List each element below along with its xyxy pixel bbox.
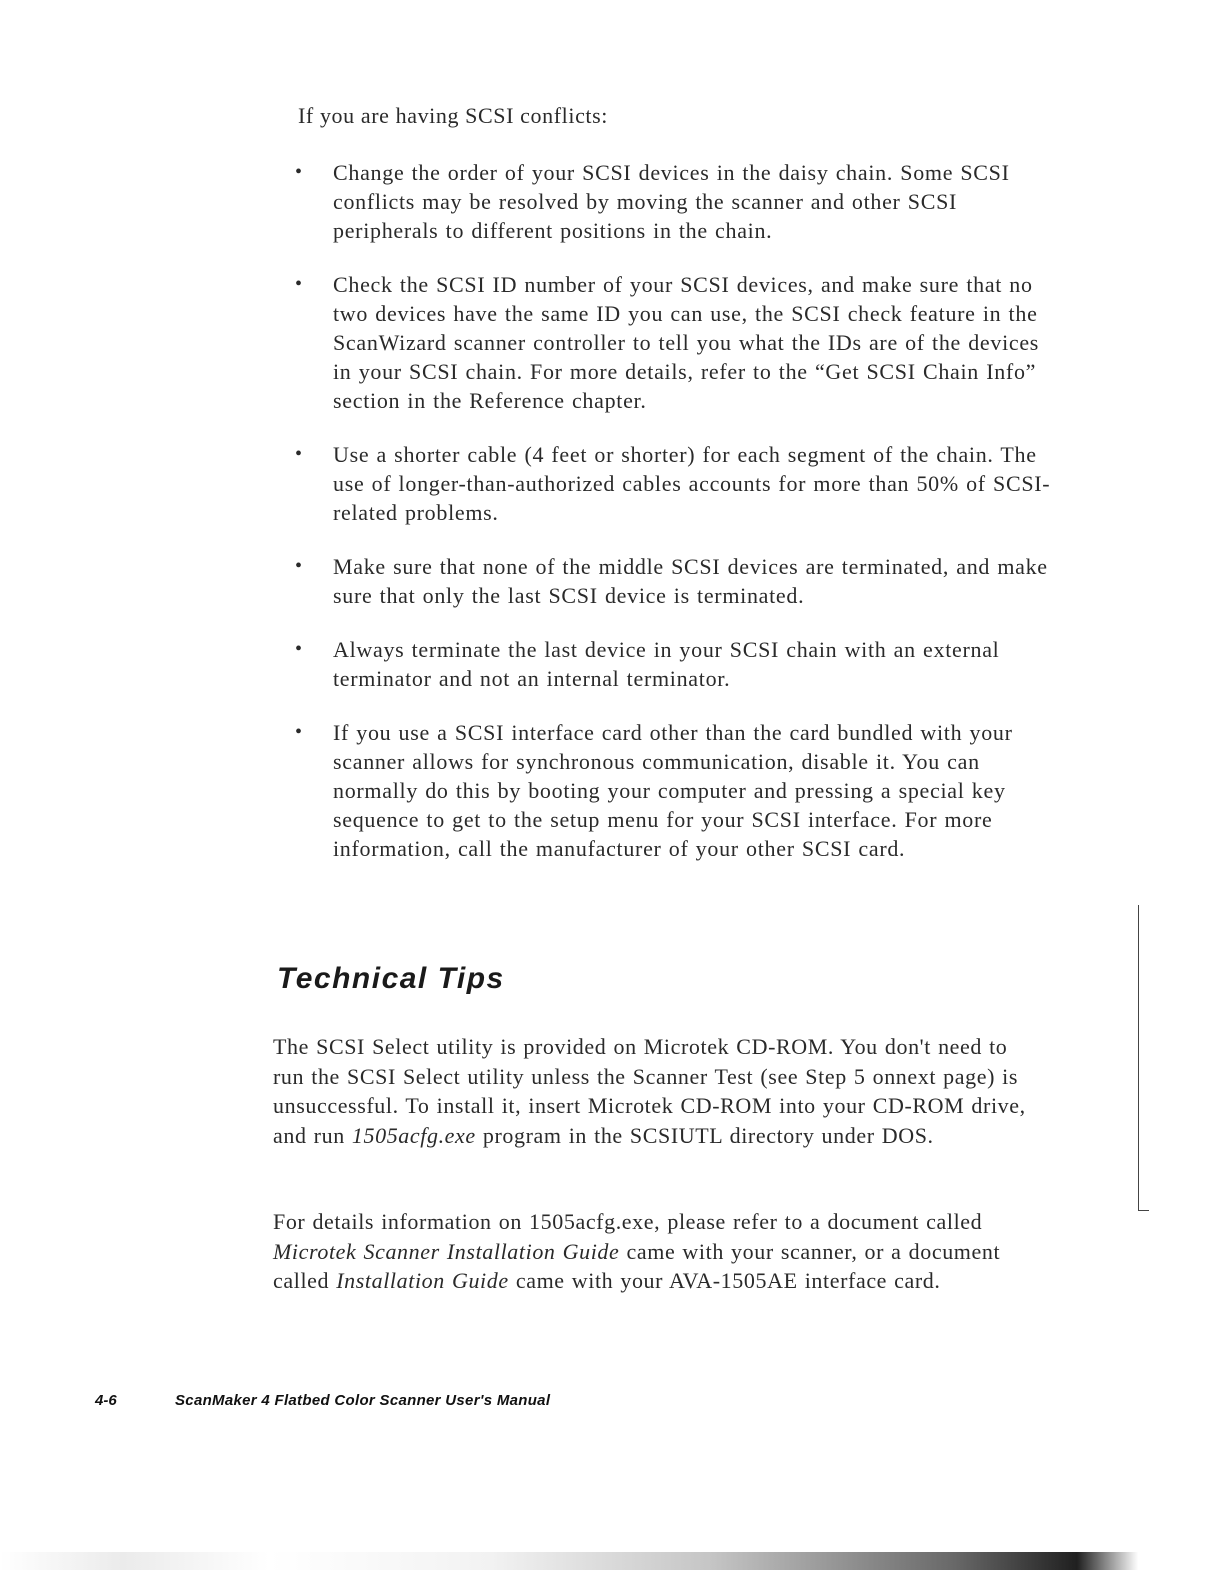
para-text: For details information on 1505acfg.exe, please refer to a document called xyxy=(273,1209,983,1234)
section-heading: Technical Tips xyxy=(277,962,505,995)
list-item-text: Make sure that none of the middle SCSI devices are terminated, and make sure that only the last SCSI device is terminated. xyxy=(333,554,1048,608)
scan-bottom-edge xyxy=(0,1552,1224,1570)
document-title: Installation Guide xyxy=(336,1268,509,1293)
bullet-icon: • xyxy=(295,273,303,295)
bullet-icon: • xyxy=(295,443,303,465)
bullet-icon: • xyxy=(295,161,303,183)
bullet-icon: • xyxy=(295,555,303,577)
para-text: came with your scanner, or a document called xyxy=(273,1238,1001,1293)
list-item xyxy=(283,440,1053,527)
tips-paragraph-1 xyxy=(273,1032,1043,1150)
list-item xyxy=(283,718,1053,863)
list-item xyxy=(283,552,1053,610)
intro-text: If you are having SCSI conflicts: xyxy=(298,103,609,128)
scan-margin-mark xyxy=(1138,905,1149,1211)
list-item-text: Change the order of your SCSI devices in the daisy chain. Some SCSI conflicts may be resolved by moving the scanner and other SCSI peripherals to different positions in the chain. xyxy=(333,160,1010,243)
filename-text: 1505acfg.exe xyxy=(351,1122,476,1148)
list-item-text: If you use a SCSI interface card other than the card bundled with your scanner allows for synchronous communication, disable it. You can normally do this by booting your computer and pressing a special key sequence to get to the setup menu for your SCSI interface. For more information, call the manufacturer of your other SCSI card. xyxy=(333,720,1013,861)
scsi-conflict-list xyxy=(283,158,1053,888)
list-item-text: Check the SCSI ID number of your SCSI devices, and make sure that no two devices have the same ID you can use, the SCSI check feature in the ScanWizard scanner controller to tell you what the IDs are of the devices in your SCSI chain. For more details, refer to the “Get SCSI Chain Info” section in the Reference chapter. xyxy=(333,272,1040,413)
para-text: program in the SCSIUTL directory under DOS. xyxy=(475,1122,934,1148)
list-item-text: Use a shorter cable (4 feet or shorter) for each segment of the chain. The use of longer-than-authorized cables accounts for more than 50% of SCSI-related problems. xyxy=(333,442,1051,525)
para-text: The SCSI Select utility is provided on Microtek CD-ROM. You don't need to run the SCSI Select utility unless the Scanner Test (see Step 5 onnext page) is unsuccessful. To install it, insert Microtek CD-ROM into your CD-ROM drive, and run xyxy=(273,1034,1026,1148)
list-item xyxy=(283,270,1053,415)
list-item-text: Always terminate the last device in your SCSI chain with an external terminator and not an internal terminator. xyxy=(333,637,1000,691)
manual-title: ScanMaker 4 Flatbed Color Scanner User's Manual xyxy=(175,1392,551,1409)
list-item xyxy=(283,158,1053,245)
page-number: 4-6 xyxy=(95,1392,117,1409)
bullet-icon: • xyxy=(295,638,303,660)
document-title: Microtek Scanner Installation Guide xyxy=(273,1238,620,1264)
list-item xyxy=(283,635,1053,693)
tips-paragraph-2 xyxy=(273,1207,1043,1296)
para-text: came with your AVA-1505AE interface card. xyxy=(508,1268,941,1293)
bullet-icon: • xyxy=(295,721,303,743)
